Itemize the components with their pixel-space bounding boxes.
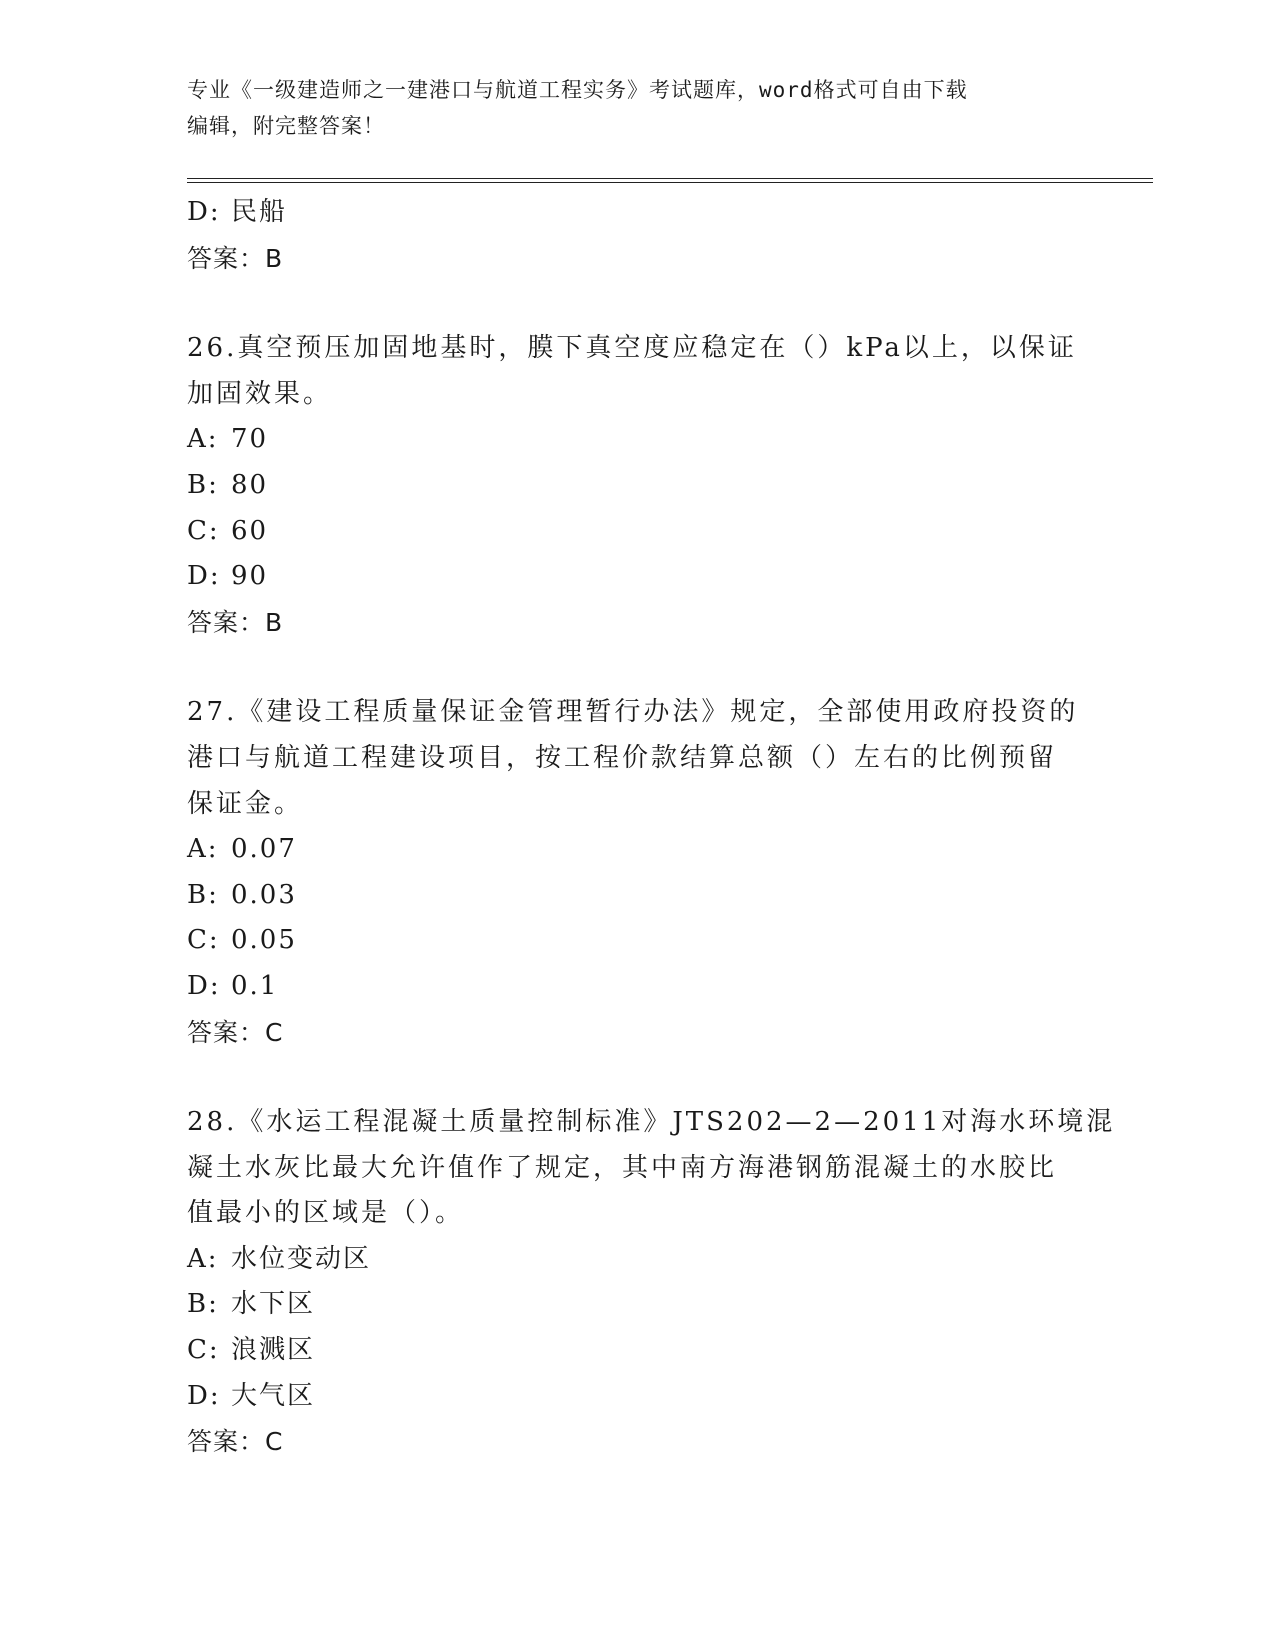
option-text: 水位变动区 bbox=[231, 1243, 372, 1274]
option-key: C: bbox=[187, 515, 220, 546]
question-26 bbox=[187, 326, 1077, 645]
option-text: 民船 bbox=[231, 197, 288, 227]
option-a bbox=[187, 1237, 1067, 1283]
stem-line: 凝土水灰比最大允许值作了规定，其中南方海港钢筋混凝土的水胶比 bbox=[187, 1152, 1058, 1183]
answer-line: 答案：B bbox=[187, 243, 284, 273]
option-key: B: bbox=[187, 879, 219, 910]
previous-question-tail bbox=[187, 190, 1067, 281]
stem-line: 加固效果。 bbox=[187, 378, 333, 409]
option-text: 浪溅区 bbox=[231, 1335, 316, 1366]
answer-line: 答案：C bbox=[187, 1017, 284, 1047]
option-key: A: bbox=[187, 1243, 219, 1274]
option-key: C: bbox=[187, 925, 220, 956]
option-text: 70 bbox=[231, 424, 269, 455]
question-stem bbox=[187, 326, 1077, 417]
option-key: A: bbox=[187, 834, 219, 865]
option-key: A: bbox=[187, 424, 219, 455]
answer-line: 答案：B bbox=[187, 607, 284, 637]
stem-line: 26.真空预压加固地基时，膜下真空度应稳定在（）kPa以上，以保证 bbox=[187, 333, 1077, 364]
header-divider bbox=[187, 178, 1153, 183]
option-text: 0.05 bbox=[231, 925, 297, 956]
option-text: 90 bbox=[231, 561, 269, 592]
option-key: D: bbox=[187, 561, 221, 592]
stem-line: 保证金。 bbox=[187, 788, 304, 819]
stem-line: 港口与航道工程建设项目，按工程价款结算总额（）左右的比例预留 bbox=[187, 742, 1058, 773]
option-b bbox=[187, 873, 1067, 919]
stem-line: 27.《建设工程质量保证金管理暂行办法》规定，全部使用政府投资的 bbox=[187, 697, 1079, 728]
option-text: 大气区 bbox=[231, 1380, 316, 1411]
header-line-2: 编辑，附完整答案！ bbox=[187, 114, 385, 138]
option-a bbox=[187, 417, 1067, 463]
stem-line: 28.《水运工程混凝土质量控制标准》JTS202—2—2011对海水环境混 bbox=[187, 1107, 1116, 1138]
option-key: B: bbox=[187, 469, 219, 500]
question-27 bbox=[187, 690, 1079, 1055]
option-text: 60 bbox=[231, 515, 269, 546]
option-a bbox=[187, 827, 1067, 873]
option-key: D: bbox=[187, 197, 221, 227]
option-text: 0.03 bbox=[231, 879, 297, 910]
question-stem bbox=[187, 1100, 1116, 1237]
option-text: 水下区 bbox=[231, 1289, 316, 1320]
option-c bbox=[187, 1328, 1067, 1374]
option-key: B: bbox=[187, 1289, 219, 1320]
answer-line: 答案：C bbox=[187, 1427, 284, 1457]
question-28 bbox=[187, 1100, 1116, 1465]
option-key: C: bbox=[187, 1335, 220, 1366]
option-c bbox=[187, 918, 1067, 964]
option-text: 0.07 bbox=[231, 834, 297, 865]
header-line-1: 专业《一级建造师之一建港口与航道工程实务》考试题库，word格式可自由下载 bbox=[187, 78, 968, 102]
option-text: 80 bbox=[231, 469, 269, 500]
stem-line: 值最小的区域是（）。 bbox=[187, 1198, 465, 1229]
document-header bbox=[187, 72, 1067, 144]
question-list bbox=[187, 190, 1116, 1465]
option-d bbox=[187, 964, 1067, 1010]
option-d bbox=[187, 190, 1067, 236]
option-b bbox=[187, 463, 1067, 509]
option-key: D: bbox=[187, 1380, 221, 1411]
option-c bbox=[187, 509, 1067, 555]
option-d bbox=[187, 554, 1067, 600]
question-stem bbox=[187, 690, 1079, 827]
option-b bbox=[187, 1282, 1067, 1328]
option-text: 0.1 bbox=[231, 970, 279, 1001]
option-d bbox=[187, 1374, 1067, 1420]
option-key: D: bbox=[187, 970, 221, 1001]
